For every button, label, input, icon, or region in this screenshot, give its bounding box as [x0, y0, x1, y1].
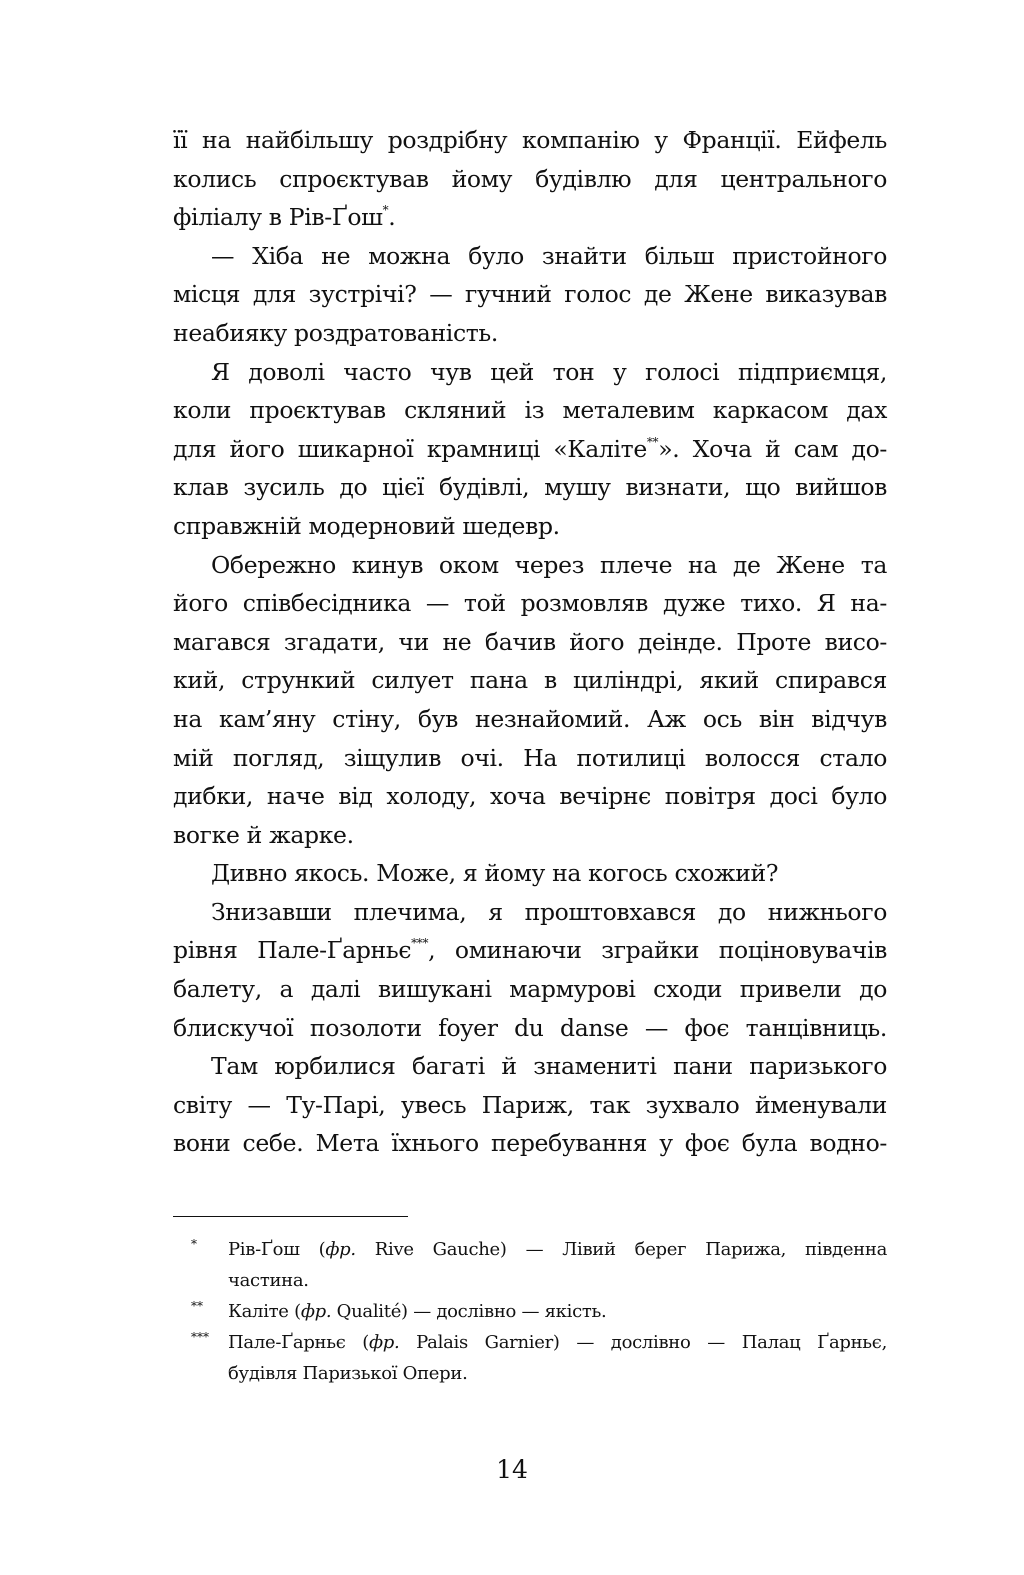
footnote-separator — [173, 1216, 408, 1217]
text-line-content: вони себе. Мета їхнього перебування у фоє була водно- — [173, 1129, 887, 1158]
text-line-content: блискучої позолоти foyer du danse — фоє танцівниць. — [173, 1013, 887, 1042]
body-text — [173, 121, 887, 1163]
text-line — [173, 1009, 887, 1048]
text-line-content: неабияку роздратованість. — [173, 318, 498, 347]
footnote-text: Palais Garnier) — дослівно — Палац Ґарньє, — [399, 1332, 887, 1353]
text-line-content: мій погляд, зіщулив очі. На потилиці волосся стало — [173, 743, 887, 772]
text-line — [173, 237, 887, 276]
footnote-marker: ** — [191, 1299, 203, 1313]
text-line-content: рівня Пале-Ґарньє — [173, 936, 412, 965]
text-line — [173, 275, 887, 314]
footnote-text: будівля Паризької Опери. — [228, 1363, 468, 1384]
footnote-line — [228, 1265, 887, 1296]
text-line — [173, 739, 887, 778]
text-line-content: кий, стрункий силует пана в циліндрі, який спирався — [173, 666, 887, 695]
footnote — [173, 1296, 887, 1327]
text-line-content: Дивно якось. Може, я йому на когось схожий? — [211, 859, 779, 888]
text-line — [173, 661, 887, 700]
text-line — [173, 353, 887, 392]
text-line-content: балету, а далі вишукані мармурові сходи привели до — [173, 975, 887, 1004]
text-line — [173, 584, 887, 623]
text-line-content: на кам’яну стіну, був незнайомий. Аж ось він відчув — [173, 704, 887, 733]
text-line — [173, 700, 887, 739]
text-line — [173, 1086, 887, 1125]
footnote-text: Rive Gauche) — Лівий берег Парижа, південна — [355, 1239, 888, 1260]
footnote-ref[interactable]: ** — [646, 434, 659, 449]
footnote-abbr: фр. — [369, 1332, 400, 1353]
text-line — [173, 391, 887, 430]
text-line — [173, 430, 887, 469]
footnote-ref[interactable]: *** — [411, 936, 429, 951]
text-line-content: — Хіба не можна було знайти більш пристойного — [211, 241, 887, 270]
text-line-content: його співбесідника — той розмовляв дуже тихо. Я на- — [173, 589, 887, 618]
text-line-content: вогке й жарке. — [173, 820, 354, 849]
footnote-text: частина. — [228, 1270, 309, 1291]
footnote-line — [228, 1358, 887, 1389]
text-line-content: дибки, наче від холоду, хоча вечірнє повітря досі було — [173, 782, 887, 811]
footnote-abbr: фр. — [300, 1301, 332, 1322]
text-line-content: Обережно кинув оком через плече на де Жене та — [211, 550, 887, 579]
text-line-content: магався згадати, чи не бачив його деінде. Проте висо- — [173, 627, 887, 656]
footnote-ref[interactable]: * — [382, 203, 389, 218]
text-line — [173, 854, 887, 893]
footnote-line — [228, 1296, 887, 1327]
text-line-content: її на найбільшу роздрібну компанію у Франції. Ейфель — [173, 126, 887, 154]
text-line — [173, 546, 887, 585]
text-line — [173, 893, 887, 932]
text-line-content: коли проєктував скляний із металевим каркасом дах — [173, 396, 887, 425]
footnotes — [173, 1234, 887, 1389]
footnote-abbr: фр. — [325, 1239, 356, 1260]
text-line-content: справжній модерновий шедевр. — [173, 511, 560, 540]
footnote-marker: *** — [191, 1330, 209, 1344]
text-line-content: філіалу в Рів-Ґош — [173, 203, 383, 232]
footnote-marker: * — [191, 1237, 197, 1251]
text-line — [173, 1124, 887, 1163]
text-line-content: Там юрбилися багаті й знамениті пани паризького — [211, 1052, 887, 1081]
footnote — [173, 1327, 887, 1389]
text-line — [173, 1047, 887, 1086]
text-line-content: для його шикарної крамниці «Каліте — [173, 434, 647, 463]
text-line-content: світу — Ту-Парі, увесь Париж, так зухвало йменували — [173, 1090, 887, 1119]
text-line-content: місця для зустрічі? — гучний голос де Жене виказував — [173, 280, 887, 309]
text-line — [173, 314, 887, 353]
text-line — [173, 468, 887, 507]
text-line-content: . — [388, 203, 396, 232]
text-line-content: клав зусиль до цієї будівлі, мушу визнати, що вийшов — [173, 473, 887, 502]
text-line-content: ». Хоча й сам до- — [658, 434, 887, 463]
text-line-content: , оминаючи зграйки поціновувачів — [428, 936, 887, 965]
text-line-content: Я доволі часто чув цей тон у голосі підприємця, — [211, 357, 887, 386]
text-line — [173, 198, 887, 237]
text-line-content: Знизавши плечима, я проштовхався до нижнього — [211, 897, 887, 926]
text-line — [173, 931, 887, 970]
page-number: 14 — [496, 1455, 528, 1484]
footnote-text: Рів-Ґош ( — [228, 1239, 326, 1260]
text-line — [173, 623, 887, 662]
text-line — [173, 777, 887, 816]
footnote-line — [228, 1234, 887, 1265]
footnote-line — [228, 1327, 887, 1358]
footnote-text: Каліте ( — [228, 1301, 301, 1322]
text-line-content: колись спроєктував йому будівлю для центрального — [173, 164, 887, 193]
footnote-text: Пале-Ґарньє ( — [228, 1332, 369, 1353]
text-line — [173, 507, 887, 546]
text-line — [173, 121, 887, 160]
footnote — [173, 1234, 887, 1296]
text-line — [173, 970, 887, 1009]
footnote-text: Qualité) — дослівно — якість. — [331, 1301, 607, 1322]
text-line — [173, 160, 887, 199]
text-line — [173, 816, 887, 855]
